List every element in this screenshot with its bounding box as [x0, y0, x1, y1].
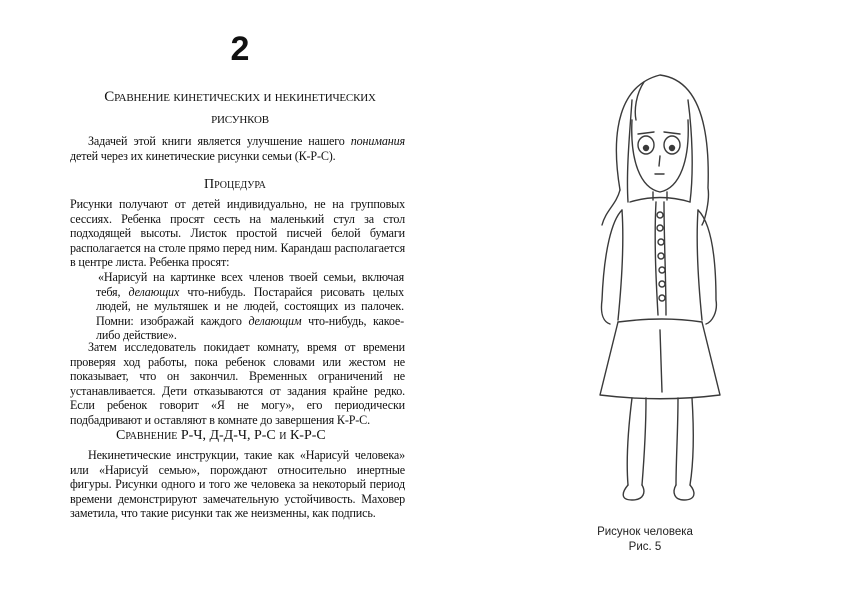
chapter-title-line-2: рисунков [211, 111, 269, 127]
skirt-drawing [600, 322, 720, 399]
face-drawing [632, 120, 689, 200]
person-drawing-figure [560, 60, 760, 520]
quote-text-c: что-нибудь, какое-либо действие». [96, 313, 404, 343]
procedure-paragraph: Рисунки получают от детей индивидуально, не на групповых сессиях. Ребенка просят сесть на маленький стул за стол подходящей высоты. Листок простой писчей белой бумаги располагается на столе прямо перед ним. Карандаш располагается в центре листа. Ребенка просят: [70, 197, 405, 270]
chapter-title [70, 86, 410, 130]
quote-emphasis-2: делающим [248, 313, 302, 328]
quote-text-b: что-нибудь. Постарайся рисовать целых людей, не мультяшек и не людей, состоящих из палочек. Помни: изображай каждого [96, 284, 405, 328]
chapter-number: 2 [230, 30, 250, 68]
quote-emphasis-1: делающих [128, 284, 180, 299]
procedure-heading: Процедура [204, 177, 266, 192]
hair-outline [602, 75, 708, 225]
caption-line-1: Рисунок человека [597, 526, 693, 538]
legs-drawing [623, 398, 694, 500]
procedure-paragraph-2: Затем исследователь покидает комнату, время от времени проверяя ход работы, пока ребенок словами или жестом не показывает, что он закончил. Временных ограничений не устанавливается. Дети отказываются от задания крайне редко. Если ребенок говорит «Я не могу», его периодически подбадривают и оставляют в комнате до завершения К-Р-С. [70, 340, 405, 427]
figure-caption [580, 525, 710, 555]
caption-line-2: Рис. 5 [628, 541, 662, 553]
intro-emphasis: понимания [350, 134, 405, 148]
intro-text-a: Задачей этой книги является улучшение нашего [88, 134, 351, 148]
intro-paragraph [70, 134, 405, 163]
intro-text-b: детей через их кинетические рисунки семьи (К-Р-С). [70, 148, 336, 163]
comparison-paragraph: Некинетические инструкции, такие как «Нарисуй человека» или «Нарисуй семью», порождают относительно инертные фигуры. Рисунки одного и того же человека за некоторый период времени демонстрируют замечательную устойчивость. Маховер заметила, что такие рисунки так же неизменны, как подпись. [70, 448, 405, 521]
comparison-heading: Сравнение Р-Ч, Д-Д-Ч, Р-С и К-Р-С [116, 428, 326, 443]
blouse-drawing [601, 198, 716, 325]
instruction-quote [96, 270, 404, 343]
quote-text-a: «Нарисуй на картинке всех членов твоей семьи, включая тебя, [96, 270, 404, 299]
chapter-title-line-1: Сравнение кинетических и некинетических [104, 89, 376, 105]
